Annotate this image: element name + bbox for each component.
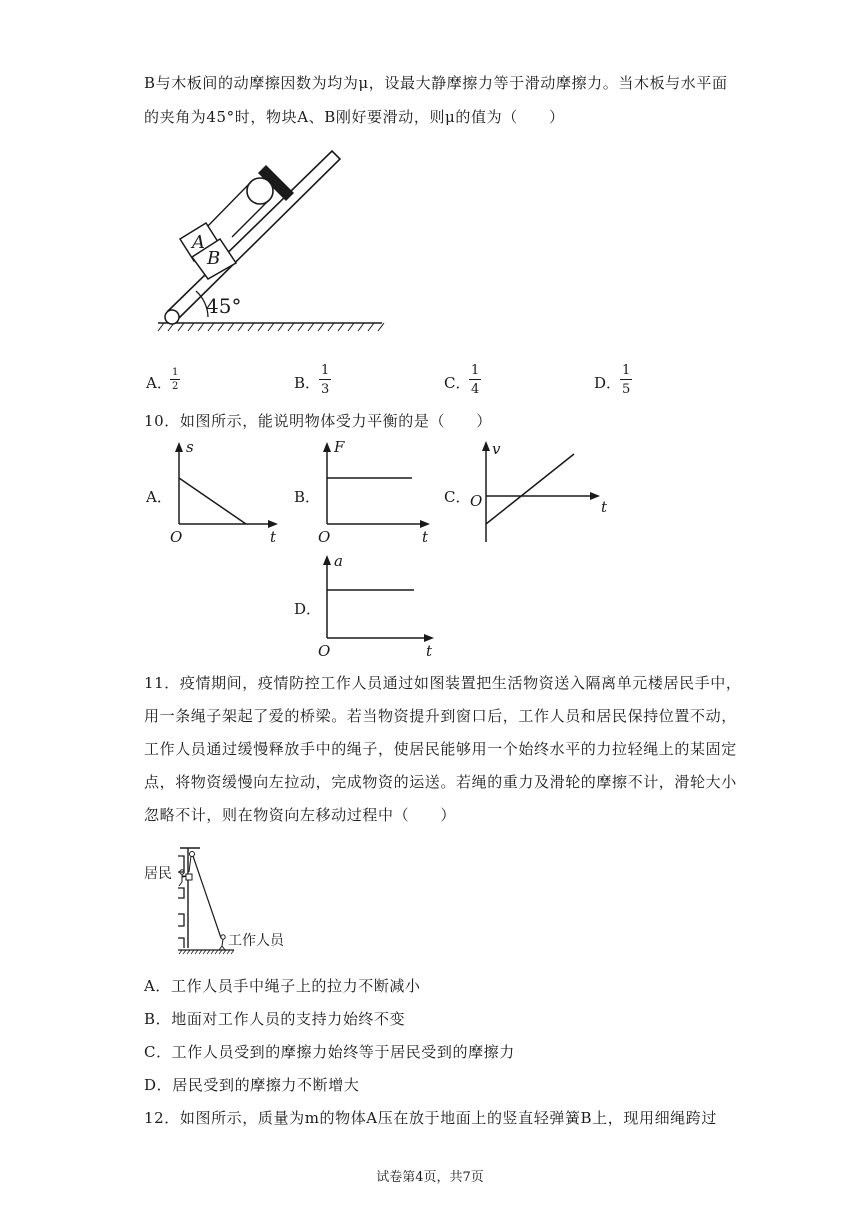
x-axis-label: t xyxy=(422,528,429,546)
origin-label: O xyxy=(318,642,331,660)
y-axis-arrow xyxy=(175,442,183,452)
q10-graph-b xyxy=(314,440,438,546)
x-axis-arrow xyxy=(268,520,278,528)
fraction-numerator: 1 xyxy=(471,363,480,378)
x-axis-arrow xyxy=(590,492,600,500)
worker-label: 工作人员 xyxy=(228,933,284,949)
fraction-denominator: 3 xyxy=(321,382,330,397)
hinge-circle xyxy=(165,310,179,324)
y-axis-label: a xyxy=(334,552,343,570)
origin-label: O xyxy=(170,528,183,546)
y-axis-arrow xyxy=(482,441,490,451)
q10-graph-a xyxy=(166,440,286,546)
fraction-denominator: 5 xyxy=(622,382,631,397)
q11-text-line-4: 点，将物资缓慢向左拉动，完成物资的运送。若绳的重力及滑轮的摩擦不计，滑轮大小 xyxy=(144,773,737,791)
q9-option-a-fraction xyxy=(170,368,180,392)
q11-option-c: C．工作人员受到的摩擦力始终等于居民受到的摩擦力 xyxy=(144,1043,515,1061)
q11-option-d: D．居民受到的摩擦力不断增大 xyxy=(144,1076,360,1094)
top-pulley xyxy=(190,852,195,857)
pulley-circle xyxy=(247,178,273,204)
y-axis-label: s xyxy=(186,438,194,456)
q9-option-c-letter: C． xyxy=(444,374,471,392)
cargo-box xyxy=(186,874,192,880)
y-axis-label: F xyxy=(334,438,345,456)
y-axis-label: v xyxy=(492,440,501,458)
q10-option-a-letter: A． xyxy=(146,488,172,506)
fraction-numerator: 1 xyxy=(321,363,330,378)
q9-incline-figure xyxy=(150,145,390,335)
y-axis-arrow xyxy=(323,442,331,452)
ground-hatch xyxy=(158,323,384,331)
fraction-denominator: 4 xyxy=(471,382,480,397)
q10-graph-c xyxy=(466,438,616,546)
q9-option-b-fraction xyxy=(319,364,331,396)
q10-stem: 10．如图所示，能说明物体受力平衡的是（ ） xyxy=(144,412,492,430)
q11-option-a: A．工作人员手中绳子上的拉力不断减小 xyxy=(144,977,421,995)
q11-text-line-5: 忽略不计，则在物资向左移动过程中（ ） xyxy=(144,806,457,824)
x-axis-label: t xyxy=(426,642,433,660)
resident-label: 居民 xyxy=(144,866,172,882)
angle-label: 45° xyxy=(206,294,242,318)
q11-text-line-3: 工作人员通过缓慢释放手中的绳子，使居民能够用一个始终水平的力拉轻绳上的某固定 xyxy=(144,740,737,758)
q11-text-line-2: 用一条绳子架起了爱的桥梁。若当物资提升到窗口后，工作人员和居民保持位置不动， xyxy=(144,707,737,725)
q9-option-d-fraction xyxy=(620,364,632,396)
q9-option-c-fraction xyxy=(469,364,481,396)
rope-upper xyxy=(204,182,251,230)
q9-option-d-letter: D． xyxy=(594,374,622,392)
x-axis-arrow xyxy=(424,634,434,642)
q10-graph-d xyxy=(314,552,444,658)
x-axis-arrow xyxy=(420,520,430,528)
rope-to-cargo xyxy=(189,856,191,872)
block-b-label: B xyxy=(207,248,221,269)
q11-building-figure xyxy=(144,842,324,957)
graph-line xyxy=(179,478,246,524)
origin-label: O xyxy=(318,528,331,546)
q12-text-line-1: 12．如图所示，质量为m的物体A压在放于地面上的竖直轻弹簧B上，现用细绳跨过 xyxy=(144,1109,717,1127)
fraction-numerator: 1 xyxy=(172,367,179,378)
fraction-numerator: 1 xyxy=(622,363,631,378)
x-axis-label: t xyxy=(270,528,277,546)
worker-figure xyxy=(219,935,225,950)
q11-option-b: B．地面对工作人员的支持力始终不变 xyxy=(144,1010,406,1028)
origin-label: O xyxy=(470,492,483,510)
q10-option-d-letter: D． xyxy=(294,600,322,618)
y-axis-arrow xyxy=(323,555,331,565)
q9-text-line-2: 的夹角为45°时，物块A、B刚好要滑动，则μ的值为（ ） xyxy=(144,108,565,126)
fraction-denominator: 2 xyxy=(172,381,179,392)
page-footer: 试卷第4页，共7页 xyxy=(376,1170,484,1185)
block-a-label: A xyxy=(192,232,205,253)
q11-text-line-1: 11．疫情期间，疫情防控工作人员通过如图装置把生活物资送入隔离单元楼居民手中， xyxy=(144,674,742,692)
q9-text-line-1: B与木板间的动摩擦因数为均为μ，设最大静摩擦力等于滑动摩擦力。当木板与水平面 xyxy=(144,74,728,92)
q9-option-a-letter: A． xyxy=(146,374,172,392)
graph-line xyxy=(486,454,574,524)
q10-option-b-letter: B． xyxy=(294,488,321,506)
rope-to-worker xyxy=(193,856,221,938)
q9-option-b-letter: B． xyxy=(294,374,321,392)
x-axis-label: t xyxy=(601,498,608,516)
q10-option-c-letter: C． xyxy=(444,488,471,506)
